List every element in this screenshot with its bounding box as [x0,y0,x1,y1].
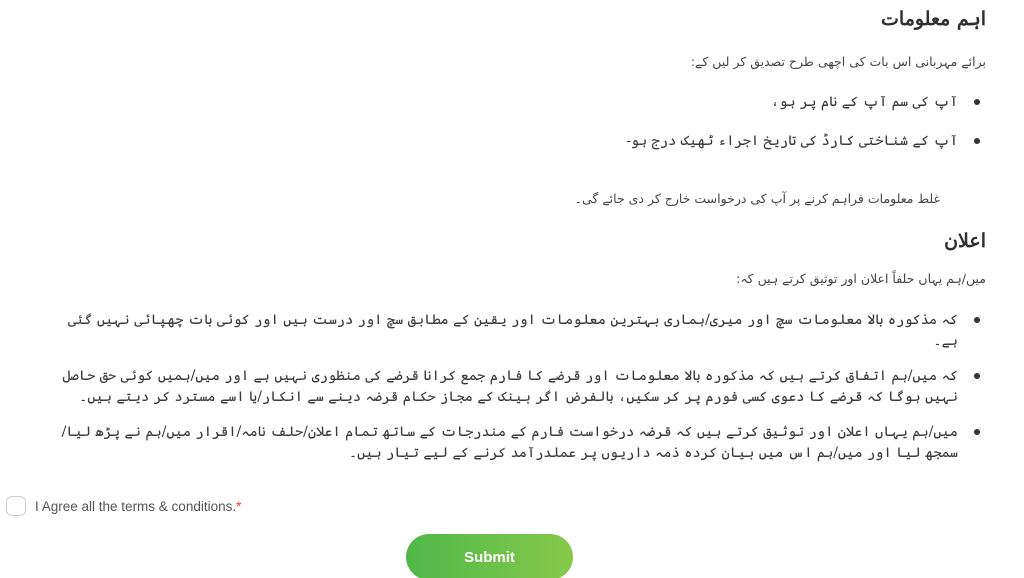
bullet-icon [974,429,980,435]
list-item [40,92,986,113]
declaration-intro: میں/ہم یہاں حلفاً اعلان اور توثیق کرتے ہیں کہ: [736,271,986,286]
agree-label[interactable] [35,499,241,514]
list-item [40,422,986,464]
list-item-text: کہ مذکورہ بالا معلومات سچ اور میری/ہماری بہترین معلومات اور یقین کے مطابق سچ اور درست ہیں اور کوئی بات چھپائی نہیں گئی ہے۔ [67,312,958,349]
bullet-icon [974,99,980,105]
bullet-icon [974,373,980,379]
declaration-heading: اعلان [944,230,986,252]
bullet-icon [974,138,980,144]
terms-agreement-row [6,496,241,516]
list-item-text: آپ کے شناختی کارڈ کی تاریخ اجراء ٹھیک درج ہو- [626,133,958,149]
important-info-heading: اہم معلومات [881,8,986,30]
list-item [40,366,986,408]
agree-checkbox[interactable] [6,496,26,516]
important-info-intro: برائے مہربانی اس بات کی اچھی طرح تصدیق کر لیں کے: [690,54,986,69]
required-mark: * [236,498,242,514]
list-item-text: میں/ہم یہاں اعلان اور توثیق کرتے ہیں کہ قرضہ درخواست فارم کے مندرجات کے ساتھ تمام اعلان/حلف نامہ/اقرار میں/ہم نے پڑھ لیا/سمجھ لیا اور میں/ہم اس میں بیان کردہ ذمہ داریوں پر عملدرآمد کرنے کے لیے تیار ہیں۔ [61,424,958,461]
agree-label-text: I Agree all the terms & conditions. [35,498,237,514]
list-item-text: کہ میں/ہم اتفاق کرتے ہیں کہ مذکورہ بالا معلومات اور قرضے کا فارم جمع کرانا قرضے کی منظوری نہیں ہے اور میں/ہمیں کوئی حق حاصل نہیں ہوگا کہ قرضے کا دعوی کسی فورم پر کر سکیں، بالفرض اگر بینک کے مجاز حکام قرضہ دینے سے انکار/یا اسے مسترد کر دیتے ہیں۔ [62,368,958,405]
submit-button[interactable]: Submit [406,534,573,578]
list-item [40,131,986,152]
rejection-warning: غلط معلومات فراہم کرنے پر آپ کی درخواست خارج کر دی جائے گی۔ [574,191,940,206]
list-item [40,310,986,352]
important-info-list [40,92,986,170]
declaration-list [40,310,986,478]
bullet-icon [974,317,980,323]
list-item-text: آپ کی سم آپ کے نام پر ہو، [770,94,958,110]
